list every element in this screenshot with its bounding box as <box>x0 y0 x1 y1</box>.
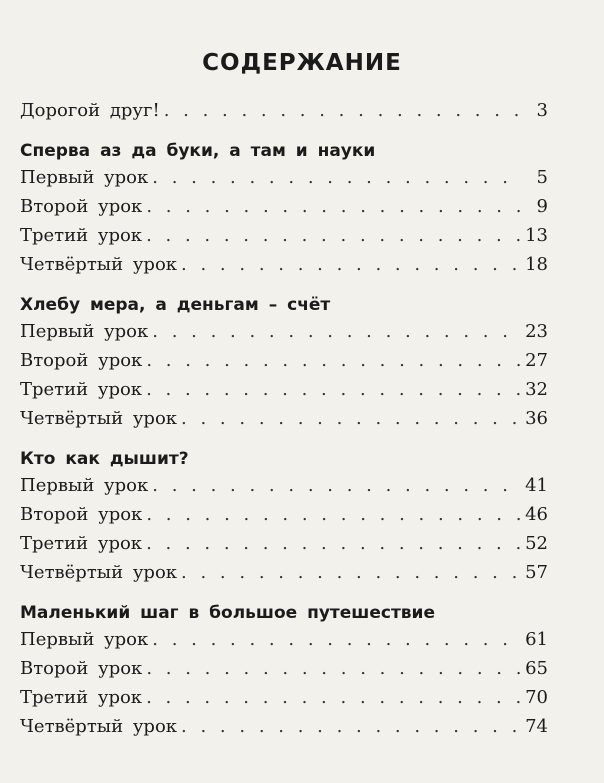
toc-entry-label: Первый урок <box>20 475 149 496</box>
toc-entry-intro <box>20 100 548 129</box>
dot-leader <box>181 408 521 429</box>
toc-entry <box>20 687 548 716</box>
dot-leader <box>181 716 521 737</box>
section-heading: Хлебу мера, а деньгам – счёт <box>20 295 331 315</box>
toc-entry <box>20 504 548 533</box>
toc-entry-label: Второй урок <box>20 504 143 525</box>
dot-leader <box>146 196 522 217</box>
dot-leader <box>164 100 522 121</box>
toc-entry-page: 27 <box>525 350 548 371</box>
section-heading: Сперва аз да буки, а там и науки <box>20 141 376 161</box>
toc-entry-label: Второй урок <box>20 350 143 371</box>
toc-entry <box>20 629 548 658</box>
section-heading: Кто как дышит? <box>20 449 189 469</box>
dot-leader <box>152 629 521 650</box>
toc-entry-page: 13 <box>525 225 548 246</box>
toc-entry-label: Четвёртый урок <box>20 562 178 583</box>
toc-entry-page: 32 <box>525 379 548 400</box>
toc-entry <box>20 533 548 562</box>
toc-entry-label: Второй урок <box>20 658 143 679</box>
toc-entry-label: Четвёртый урок <box>20 408 178 429</box>
dot-leader <box>152 321 521 342</box>
toc-entry <box>20 475 548 504</box>
toc-entry-label: Третий урок <box>20 379 143 400</box>
toc-entry-label: Третий урок <box>20 533 143 554</box>
toc-entry-label: Дорогой друг! <box>20 100 160 121</box>
dot-leader <box>146 658 521 679</box>
toc-entry <box>20 254 548 283</box>
dot-leader <box>181 254 521 275</box>
toc-entry <box>20 562 548 591</box>
toc-entry <box>20 716 548 745</box>
toc-section <box>20 283 548 437</box>
toc-entry-page: 36 <box>525 408 548 429</box>
toc-entry-page: 5 <box>536 167 548 188</box>
toc-entry <box>20 321 548 350</box>
toc-entry <box>20 167 548 196</box>
page-title: СОДЕРЖАНИЕ <box>202 50 402 76</box>
toc-entry-page: 9 <box>536 196 548 217</box>
toc-entry-page: 57 <box>525 562 548 583</box>
toc-entry-page: 46 <box>525 504 548 525</box>
toc-entry <box>20 658 548 687</box>
toc-entry-page: 23 <box>525 321 548 342</box>
toc-entry-page: 65 <box>525 658 548 679</box>
toc-entry-page: 52 <box>525 533 548 554</box>
dot-leader <box>181 562 521 583</box>
toc-section <box>20 437 548 591</box>
dot-leader <box>152 475 521 496</box>
dot-leader <box>146 687 521 708</box>
toc-entry-label: Первый урок <box>20 629 149 650</box>
toc-entry <box>20 196 548 225</box>
toc-entry-page: 18 <box>525 254 548 275</box>
toc-entry-label: Первый урок <box>20 321 149 342</box>
dot-leader <box>146 533 521 554</box>
toc-section <box>20 129 548 283</box>
toc-entry-page: 61 <box>525 629 548 650</box>
toc-entry-label: Четвёртый урок <box>20 254 178 275</box>
toc-entry-label: Третий урок <box>20 225 143 246</box>
toc-entry <box>20 379 548 408</box>
toc-entry-label: Третий урок <box>20 687 143 708</box>
toc-section <box>20 591 548 745</box>
dot-leader <box>146 379 521 400</box>
toc-entry-label: Четвёртый урок <box>20 716 178 737</box>
toc-entry-page: 74 <box>525 716 548 737</box>
toc-entry-page: 41 <box>525 475 548 496</box>
table-of-contents <box>20 100 548 745</box>
dot-leader <box>152 167 522 188</box>
dot-leader <box>146 350 521 371</box>
section-heading: Маленький шаг в большое путешествие <box>20 603 436 623</box>
dot-leader <box>146 504 521 525</box>
toc-entry-page: 70 <box>525 687 548 708</box>
toc-entry <box>20 408 548 437</box>
toc-entry <box>20 225 548 254</box>
toc-entry-page: 3 <box>536 100 548 121</box>
toc-entry <box>20 350 548 379</box>
toc-entry-label: Второй урок <box>20 196 143 217</box>
dot-leader <box>146 225 521 246</box>
toc-entry-label: Первый урок <box>20 167 149 188</box>
